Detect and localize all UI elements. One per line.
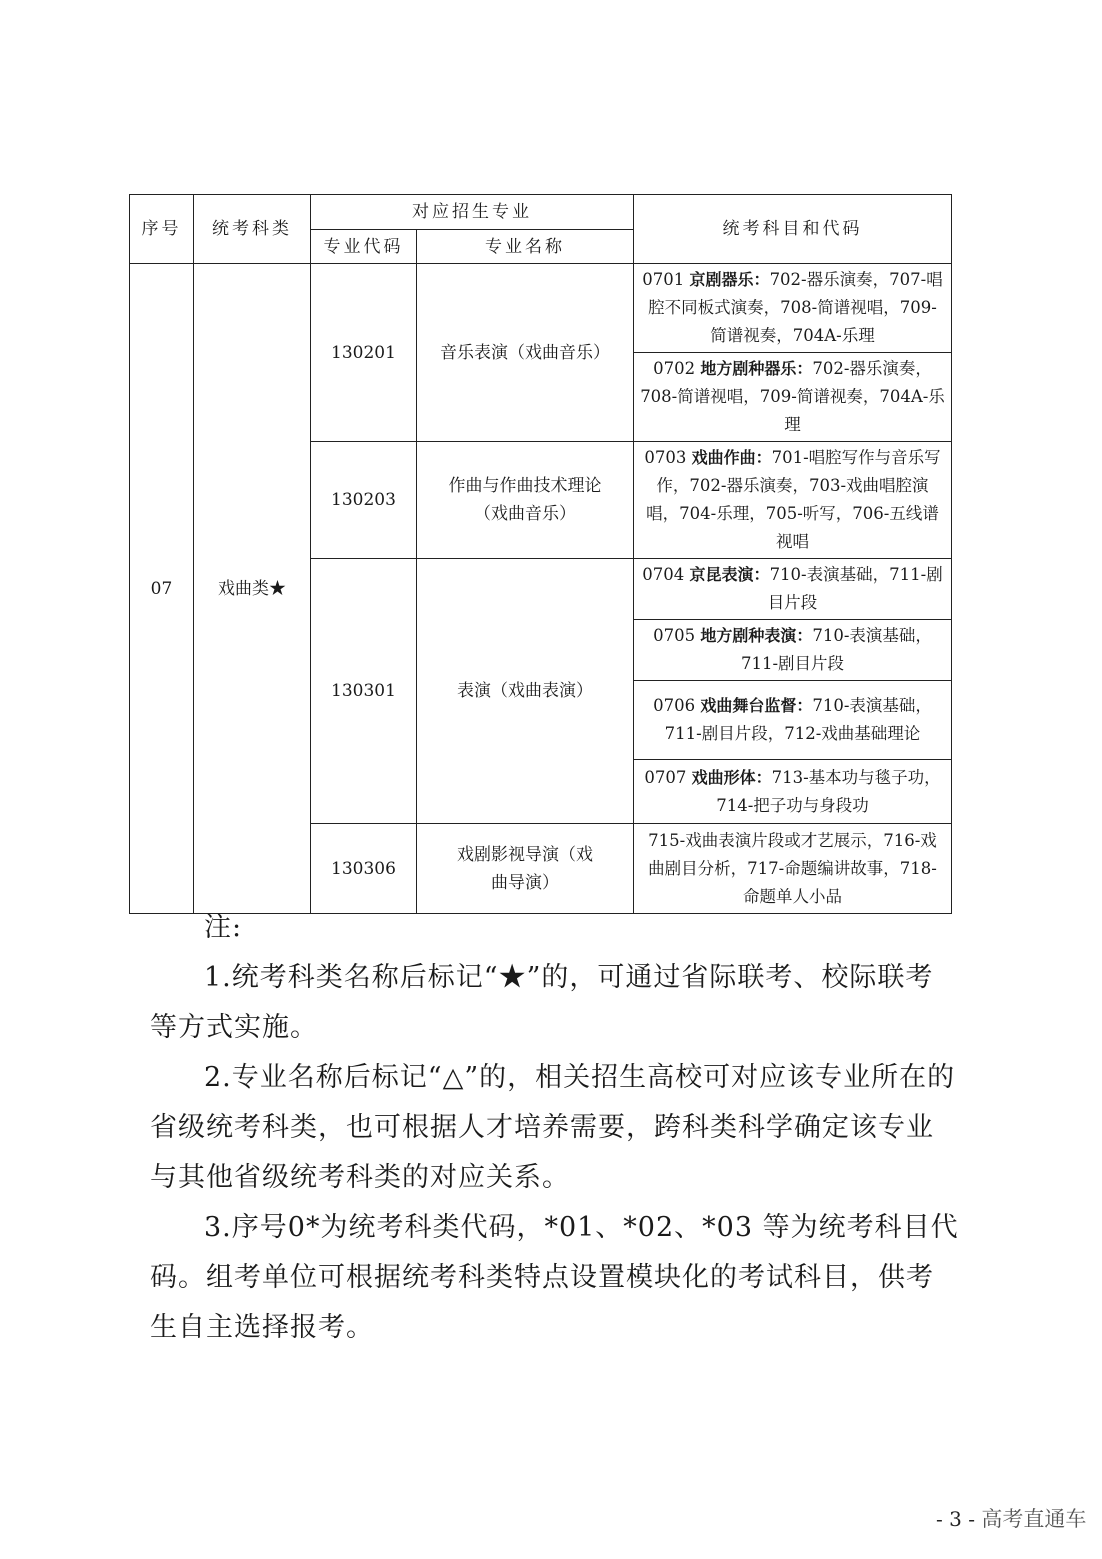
subject-cell: 0702 地方剧种器乐：702-器乐演奏，708-简谱视唱，709-简谱视奏，704A-乐理: [634, 353, 952, 442]
category-cell: 戏曲类★: [194, 264, 311, 914]
subject-cell: 715-戏曲表演片段或才艺展示，716-戏曲剧目分析，717-命题编讲故事，718-命题单人小品: [634, 824, 952, 914]
major-name-cell: 音乐表演（戏曲音乐）: [417, 264, 634, 442]
header-seq: 序号: [130, 195, 194, 264]
header-major-name: 专业名称: [417, 230, 634, 264]
notes-heading: 注:: [204, 912, 243, 943]
note-item: 3.序号0*为统考科类代码，*01、*02、*03 等为统考科目代码。组考单位可根据统考科类特点设置模块化的考试科目，供考生自主选择报考。: [150, 1212, 959, 1343]
major-code-cell: 130301: [311, 559, 417, 824]
header-major-code: 专业代码: [311, 230, 417, 264]
major-name-cell: 表演（戏曲表演）: [417, 559, 634, 824]
major-code-cell: 130306: [311, 824, 417, 914]
seq-cell: 07: [130, 264, 194, 914]
watermark: 高考直通车: [981, 1507, 1087, 1531]
major-code-cell: 130201: [311, 264, 417, 442]
header-subjects: 统考科目和代码: [634, 195, 952, 264]
page-footer: [936, 1503, 1086, 1533]
subject-cell: 0707 戏曲形体：713-基本功与毯子功，714-把子功与身段功: [634, 760, 952, 824]
major-name-cell: 作曲与作曲技术理论（戏曲音乐）: [417, 442, 634, 559]
note-item: 2.专业名称后标记“△”的，相关招生高校可对应该专业所在的省级统考科类，也可根据人才培养需要，跨科类科学确定该专业与其他省级统考科类的对应关系。: [150, 1062, 956, 1193]
subject-cell: 0705 地方剧种表演：710-表演基础，711-剧目片段: [634, 620, 952, 681]
page-number: - 3 -: [936, 1507, 975, 1531]
header-major-group: 对应招生专业: [311, 195, 634, 230]
major-name-cell: 戏剧影视导演（戏曲导演）: [417, 824, 634, 914]
major-code-cell: 130203: [311, 442, 417, 559]
subject-cell: 0701 京剧器乐：702-器乐演奏，707-唱腔不同板式演奏，708-简谱视唱，709-简谱视奏，704A-乐理: [634, 264, 952, 353]
note-item: 1.统考科类名称后标记“★”的，可通过省际联考、校际联考等方式实施。: [150, 962, 934, 1043]
subject-cell: 0703 戏曲作曲：701-唱腔写作与音乐写作，702-器乐演奏，703-戏曲唱腔演唱，704-乐理，705-听写，706-五线谱视唱: [634, 442, 952, 559]
exam-category-table: [129, 194, 952, 914]
subject-cell: 0706 戏曲舞台监督：710-表演基础，711-剧目片段，712-戏曲基础理论: [634, 681, 952, 760]
header-category: 统考科类: [194, 195, 311, 264]
subject-cell: 0704 京昆表演：710-表演基础，711-剧目片段: [634, 559, 952, 620]
notes-section: [150, 903, 960, 1353]
